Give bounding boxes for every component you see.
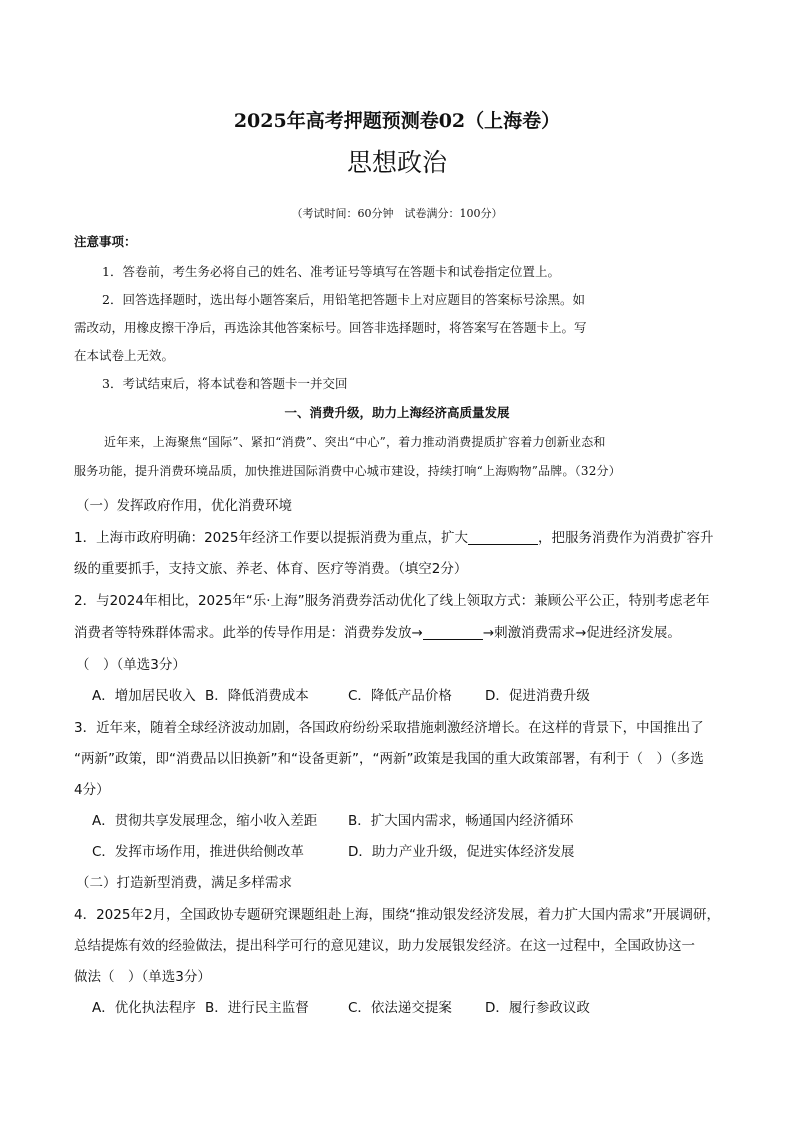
question-2-option-c: C．降低产品价格 <box>348 688 452 704</box>
section-intro-line-1: 近年来，上海聚焦“国际”、紧扣“消费”、突出“中心”，着力推动消费提质扩容着力创新业态和 <box>104 435 606 449</box>
section-heading: 一、消费升级，助力上海经济高质量发展 <box>284 405 510 420</box>
question-2-option-a: A．增加居民收入 <box>92 688 196 704</box>
question-4-option-a: A．优化执法程序 <box>92 1000 196 1016</box>
question-2-option-d: D．促进消费升级 <box>485 688 590 704</box>
question-3-option-b: B．扩大国内需求，畅通国内经济循环 <box>348 813 574 829</box>
question-2-line-3: （ ）（单选3分） <box>76 657 186 673</box>
exam-info: （考试时间：60分钟 试卷满分：100分） <box>291 207 503 220</box>
question-3-line-3: 4分） <box>74 782 110 798</box>
part-2-heading: （二）打造新型消费，满足多样需求 <box>76 875 292 891</box>
question-4-option-c: C．依法递交提案 <box>348 1000 452 1016</box>
answer-blank <box>468 530 538 545</box>
answer-blank <box>423 625 483 640</box>
notice-item-1: 1．答卷前，考生务必将自己的姓名、准考证号等填写在答题卡和试卷指定位置上。 <box>102 264 560 279</box>
question-2-option-b: B．降低消费成本 <box>205 688 309 704</box>
section-intro-line-2: 服务功能，提升消费环境品质，加快推进国际消费中心城市建设，持续打响“上海购物”品牌。（32分） <box>74 464 621 478</box>
question-1-line-2: 级的重要抓手，支持文旅、养老、体育、医疗等消费。（填空2分） <box>74 561 468 577</box>
question-3-line-1: 3．近年来，随着全球经济波动加剧，各国政府纷纷采取措施刺激经济增长。在这样的背景下，中国推出了 <box>74 720 704 736</box>
question-2-line-1: 2．与2024年相比，2025年“乐·上海”服务消费券活动优化了线上领取方式：兼顾公平公正，特别考虑老年 <box>74 593 710 609</box>
part-1-heading: （一）发挥政府作用，优化消费环境 <box>76 498 292 514</box>
exam-title: 2025年高考押题预测卷02（上海卷） <box>233 110 561 132</box>
notice-item-2-line-3: 在本试卷上无效。 <box>74 348 175 363</box>
question-3-option-c: C．发挥市场作用，推进供给侧改革 <box>92 844 304 860</box>
question-2-text-before-blank: 消费者等特殊群体需求。此举的传导作用是：消费券发放→ <box>74 625 423 641</box>
question-4-line-3: 做法（ ）（单选3分） <box>74 969 211 985</box>
subject-title: 思想政治 <box>346 148 447 177</box>
question-3-option-a: A．贯彻共享发展理念，缩小收入差距 <box>92 813 318 829</box>
notice-item-2-line-2: 需改动，用橡皮擦干净后，再选涂其他答案标号。回答非选择题时，将答案写在答题卡上。写 <box>74 320 587 335</box>
question-2-line-2 <box>74 621 681 641</box>
question-3-option-d: D．助力产业升级，促进实体经济发展 <box>348 844 575 860</box>
question-1-text-before-blank: 1．上海市政府明确：2025年经济工作要以提振消费为重点，扩大 <box>74 530 468 546</box>
question-4-line-2: 总结提炼有效的经验做法，提出科学可行的意见建议，助力发展银发经济。在这一过程中，全国政协这一 <box>74 938 695 954</box>
question-3-line-2: “两新”政策，即“消费品以旧换新”和“设备更新”，“两新”政策是我国的重大政策部署，有利于（ ）（多选 <box>74 751 704 767</box>
question-4-line-1: 4．2025年2月，全国政协专题研究课题组赴上海，围绕“推动银发经济发展，着力扩大国内需求”开展调研， <box>74 907 721 923</box>
notice-item-2-line-1: 2．回答选择题时，选出每小题答案后，用铅笔把答题卡上对应题目的答案标号涂黑。如 <box>102 292 585 307</box>
question-1-text-after-blank: ，把服务消费作为消费扩容升 <box>537 530 714 546</box>
notice-item-3: 3．考试结束后，将本试卷和答题卡一并交回 <box>102 376 348 391</box>
question-4-option-b: B．进行民主监督 <box>205 1000 309 1016</box>
question-2-text-after-blank: →刺激消费需求→促进经济发展。 <box>482 625 681 641</box>
question-4-option-d: D．履行参政议政 <box>485 1000 590 1016</box>
question-1-line-1 <box>74 526 713 546</box>
notice-heading: 注意事项： <box>74 234 137 249</box>
